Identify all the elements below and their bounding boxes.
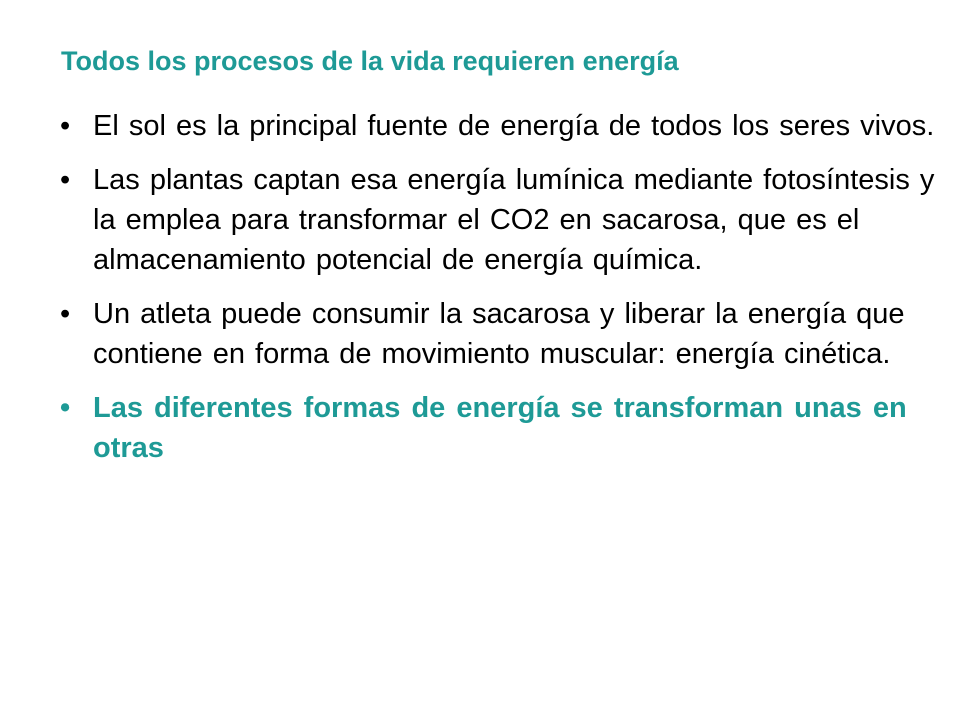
bullet-list	[60, 106, 940, 482]
bullet-item-highlighted	[60, 388, 940, 468]
bullet-item	[60, 294, 940, 374]
bullet-marker: •	[60, 110, 71, 142]
bullet-marker: •	[60, 164, 71, 196]
bullet-text: El sol es la principal fuente de energía de todos los seres vivos.	[93, 110, 935, 142]
bullet-marker: •	[60, 392, 71, 424]
bullet-item	[60, 160, 940, 280]
bullet-item	[60, 106, 940, 146]
bullet-text: Un atleta puede consumir la sacarosa y liberar la energía que contiene en forma de movimiento muscular: energía cinética.	[93, 298, 905, 370]
bullet-text: Las plantas captan esa energía lumínica mediante fotosíntesis y la emplea para transformar el CO2 en sacarosa, que es el almacenamiento potencial de energía química.	[93, 164, 935, 276]
slide-title: Todos los procesos de la vida requieren energía	[61, 46, 679, 76]
bullet-marker: •	[60, 298, 71, 330]
bullet-text: Las diferentes formas de energía se transforman unas en otras	[93, 392, 907, 464]
